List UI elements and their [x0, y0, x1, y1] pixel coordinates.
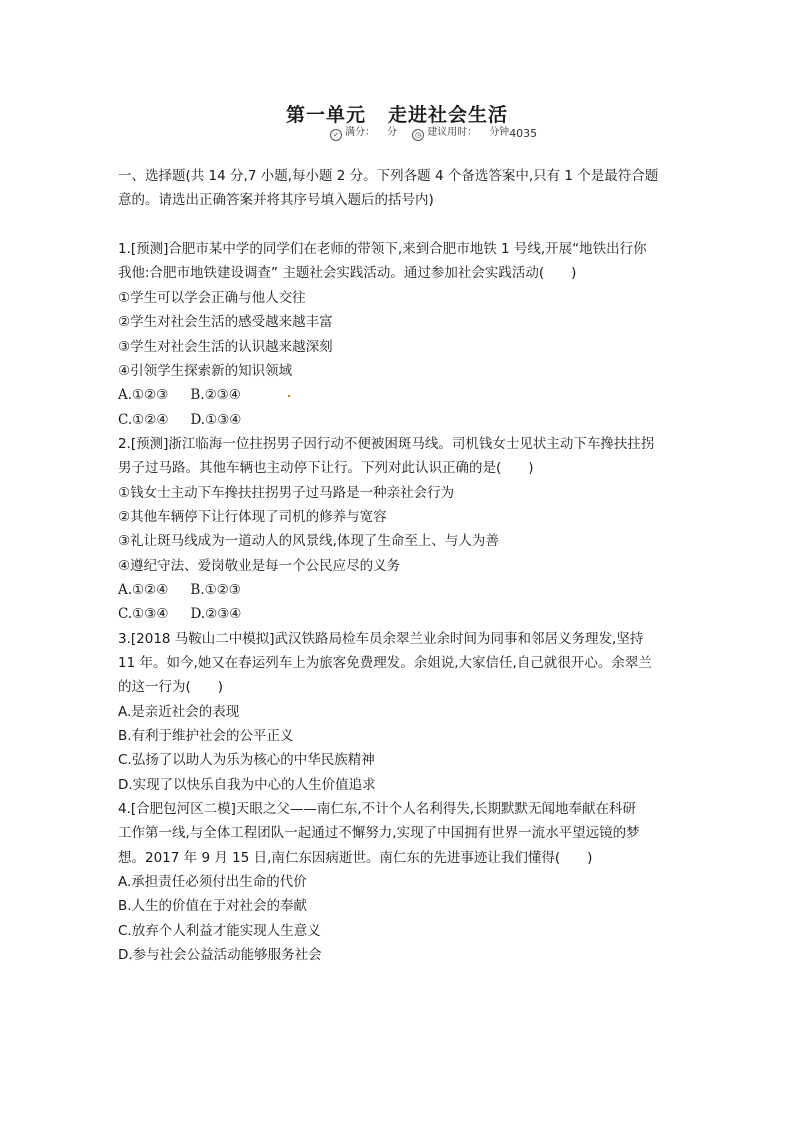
option: C.①②④: [118, 412, 169, 428]
score-unit: 分: [387, 127, 397, 138]
question-stem: 工作第一线,与全体工程团队一起通过不懈努力,实现了中国拥有世界一流水平望远镜的梦: [118, 825, 640, 841]
option: D.①③④: [190, 412, 242, 428]
option: D.实现了以快乐自我为中心的人生价值追求: [118, 777, 376, 793]
option: D.参与社会公益活动能够服务社会: [118, 947, 322, 963]
statement-item: ④遵纪守法、爱岗敬业是每一个公民应尽的义务: [118, 558, 401, 574]
option: A.①②③: [118, 387, 169, 403]
option: B.②③④: [190, 387, 241, 403]
question-stem: 3.[2018 马鞍山二中模拟]武汉铁路局检车员余翠兰业余时间为同事和邻居义务理发,坚持: [118, 631, 644, 647]
stray-mark: [288, 395, 290, 397]
statement-item: ④引领学生探索新的知识领域: [118, 363, 293, 379]
statement-item: ③礼让斑马线成为一道动人的风景线,体现了生命至上、与人为善: [118, 533, 499, 549]
question-stem: 2.[预测]浙江临海一位拄拐男子因行动不便被困斑马线。司机钱女士见状主动下车搀扶拄拐: [118, 436, 655, 452]
option: B.有利于维护社会的公平正义: [118, 728, 294, 744]
unit-topic: 走进社会生活: [388, 104, 509, 126]
question-stem: 想。2017 年 9 月 15 日,南仁东因病逝世。南仁东的先进事迹让我们懂得( ): [118, 850, 593, 866]
question-stem: 我他:合肥市地铁建设调查” 主题社会实践活动。通过参加社会实践活动( ): [118, 265, 577, 281]
unit-label: 第一单元: [285, 104, 366, 126]
section-instruction: 一、选择题(共 14 分,7 小题,每小题 2 分。下列各题 4 个备选答案中,只有 1 个是最符合题: [118, 168, 659, 184]
statement-item: ①钱女士主动下车搀扶拄拐男子过马路是一种亲社会行为: [118, 485, 455, 501]
section-instruction: 意的。请选出正确答案并将其序号填入题后的括号内): [118, 192, 434, 208]
option: B.人生的价值在于对社会的奉献: [118, 898, 308, 914]
question-stem: 1.[预测]合肥市某中学的同学们在老师的带领下,来到合肥市地铁 1 号线,开展“地铁出行你: [118, 241, 647, 257]
statement-item: ②其他车辆停下让行体现了司机的修养与宽容: [118, 509, 387, 525]
option-row: [118, 605, 241, 623]
option: A.承担责任必须付出生命的代价: [118, 874, 307, 890]
option: C.弘扬了以助人为乐为核心的中华民族精神: [118, 752, 375, 768]
time-unit: 分钟: [489, 127, 510, 138]
option: A.是亲近社会的表现: [118, 704, 240, 720]
option-row: [118, 411, 241, 429]
statement-item: ①学生可以学会正确与他人交往: [118, 290, 306, 306]
check-icon: ✓: [330, 129, 342, 141]
option: D.②③④: [190, 606, 242, 622]
option: C.放弃个人利益才能实现人生意义: [118, 923, 321, 939]
option: C.①③④: [118, 606, 169, 622]
option-row: [118, 386, 241, 404]
option: B.①②③: [190, 582, 241, 598]
meta-row: [330, 123, 537, 141]
statement-item: ②学生对社会生活的感受越来越丰富: [118, 314, 333, 330]
meta-numbers: 4035: [509, 127, 538, 140]
question-stem: 男子过马路。其他车辆也主动停下让行。下列对此认识正确的是( ): [118, 460, 534, 476]
option-row: [118, 581, 241, 599]
question-stem: 的这一行为( ): [118, 679, 224, 695]
statement-item: ③学生对社会生活的认识越来越深刻: [118, 339, 333, 355]
question-stem: 4.[合肥包河区二模]天眼之父——南仁东,不计个人名利得失,长期默默无闻地奉献在科研: [118, 801, 636, 817]
time-label: 建议用时：: [427, 127, 478, 138]
option: A.①②④: [118, 582, 169, 598]
clock-icon: ◷: [412, 129, 424, 141]
question-stem: 11 年。如今,她又在春运列车上为旅客免费理发。余姐说,大家信任,自己就很开心。余翠兰: [118, 655, 652, 671]
score-label: 满分：: [345, 127, 375, 138]
